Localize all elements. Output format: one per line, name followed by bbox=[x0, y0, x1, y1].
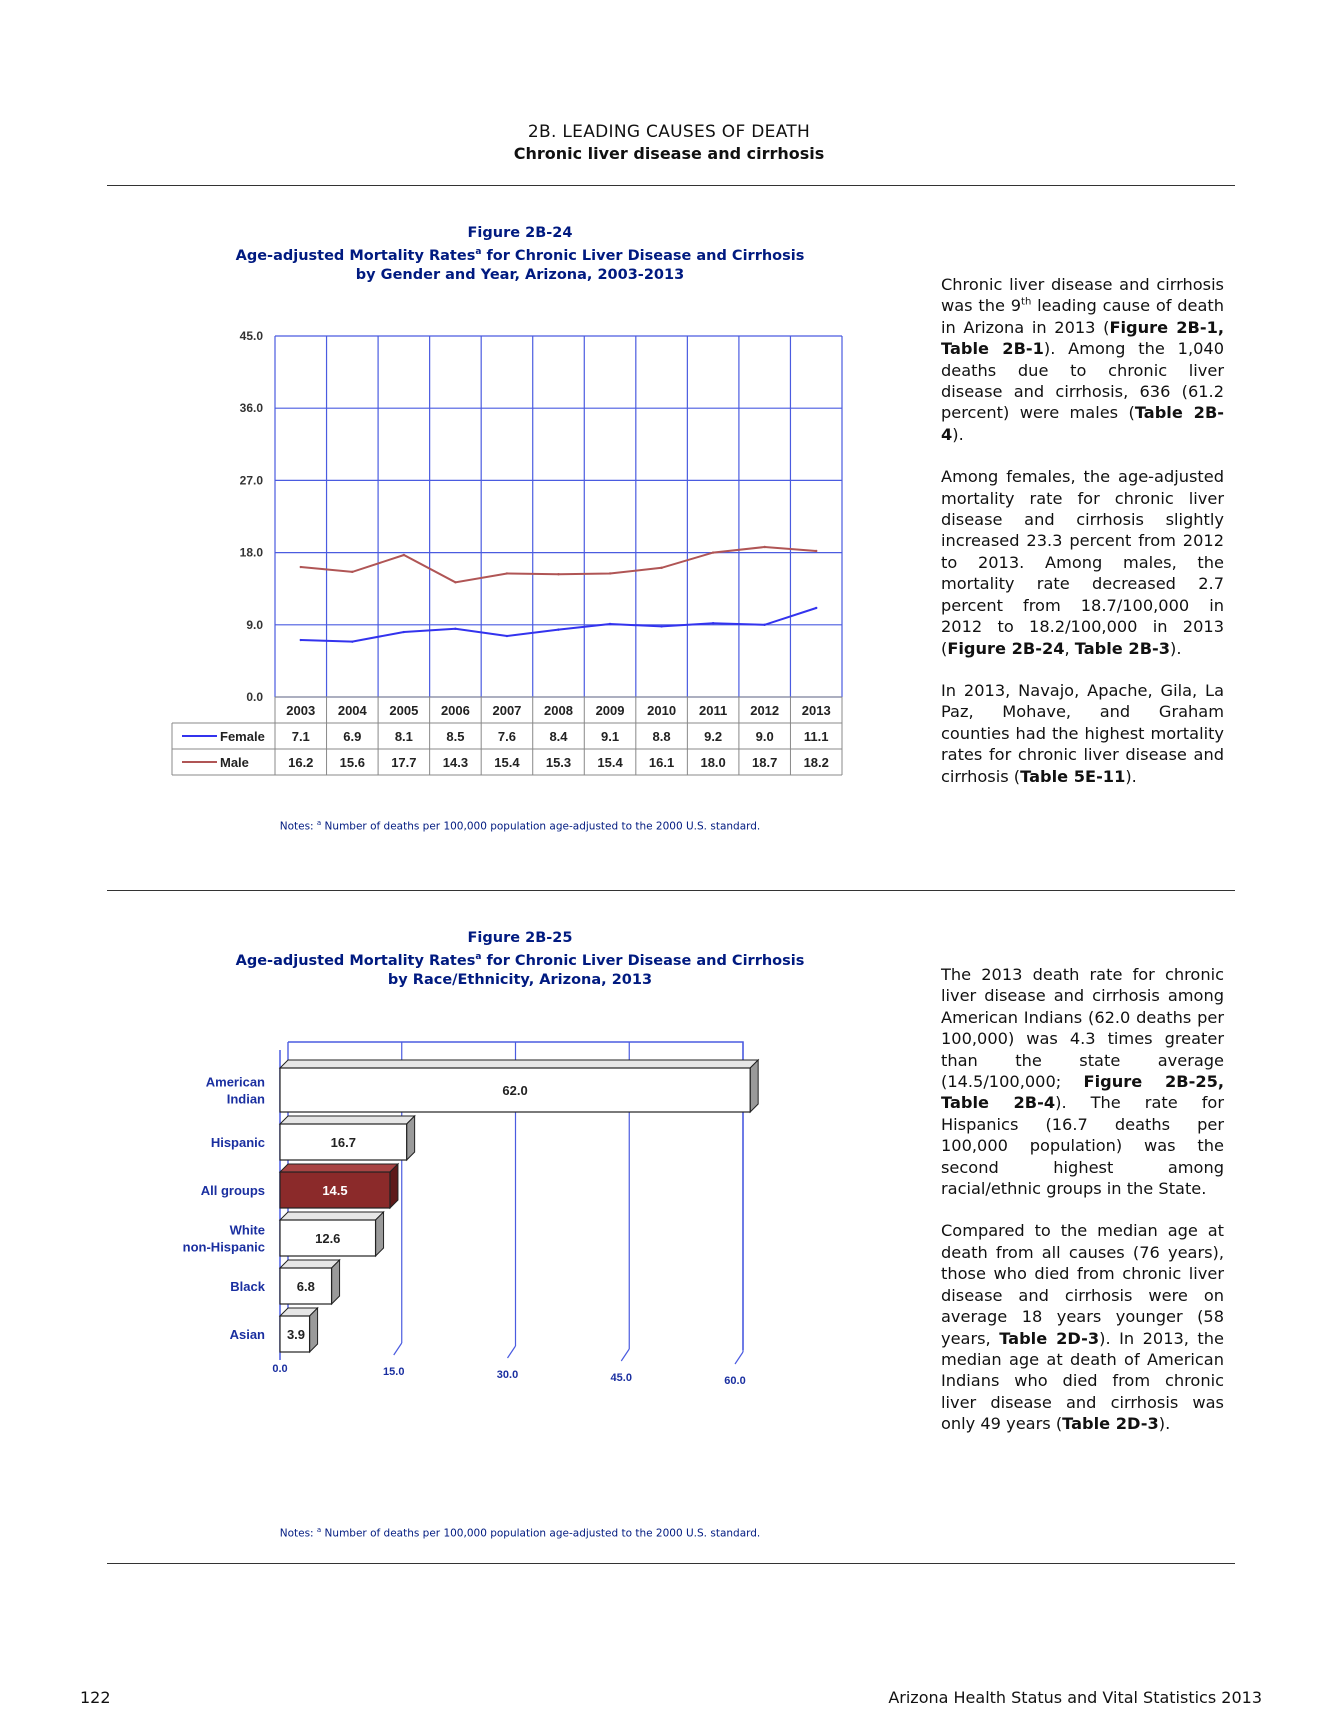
text1-paragraph-1: Chronic liver disease and cirrhosis was the 9th leading cause of death in Arizona in 2013 (Figure 2B-1, Table 2B-1). Among the 1,040 deaths due to chronic liver disease and cirrhosis, 636 (61.2 percent) were males (Table 2B-4). bbox=[941, 275, 1224, 444]
line-point-female bbox=[815, 607, 817, 609]
bar-side-face bbox=[332, 1260, 340, 1304]
line-point-male bbox=[609, 572, 611, 574]
line-chart-gender-year bbox=[160, 320, 860, 790]
bar-value-label: 6.8 bbox=[296, 1279, 315, 1294]
bar-category-label: Indian bbox=[226, 1091, 265, 1107]
bar-category-label: Asian bbox=[229, 1327, 265, 1342]
bar-value-label: 62.0 bbox=[502, 1083, 528, 1098]
bar-category-label: American bbox=[205, 1074, 265, 1090]
divider-top bbox=[107, 185, 1235, 186]
line-point-female bbox=[454, 628, 456, 630]
bar-chart-bars bbox=[280, 1060, 758, 1352]
text1-paragraph-3: In 2013, Navajo, Apache, Gila, La Paz, Mohave, and Graham counties had the highest mortality rates for chronic liver disease and cirrhosis (Table 5E-11). bbox=[941, 680, 1224, 786]
line-chart-data-label: 18.0 bbox=[700, 755, 726, 770]
bar-top-face bbox=[280, 1260, 340, 1268]
line-chart-data-label: 9.2 bbox=[704, 729, 723, 744]
line-chart-data-label: 16.1 bbox=[648, 755, 675, 770]
figure2-notes: Notes: $^a$ Number of deaths per 100,000 population age-adjusted to the 2000 U.S. standard. bbox=[279, 1526, 761, 1540]
line-chart-data-label: 11.1 bbox=[803, 729, 829, 744]
line-chart-y-tick-label: 9.0 bbox=[246, 617, 263, 632]
bar-value-label: 14.5 bbox=[322, 1183, 348, 1198]
line-chart-data-label: 8.5 bbox=[446, 729, 465, 744]
line-chart-y-tick-label: 27.0 bbox=[239, 473, 263, 488]
bar-chart-gridline-foot bbox=[394, 1343, 402, 1355]
bar-chart-category-labels bbox=[183, 1075, 266, 1343]
legend-label-male: Male bbox=[220, 755, 249, 770]
section-subtitle: Chronic liver disease and cirrhosis bbox=[513, 144, 825, 163]
bar-side-face bbox=[407, 1116, 415, 1160]
line-chart-data-label: 15.4 bbox=[597, 755, 623, 770]
line-chart-data-label: 9.0 bbox=[755, 729, 774, 744]
line-point-male bbox=[660, 567, 662, 569]
line-chart-x-tick-label: 2012 bbox=[750, 703, 780, 718]
line-chart-data-label: 6.9 bbox=[343, 729, 362, 744]
bar-top-face bbox=[280, 1212, 384, 1220]
figure1-title-sup: a bbox=[475, 247, 482, 257]
line-point-male bbox=[815, 550, 817, 552]
line-chart-data-label: 8.8 bbox=[652, 729, 671, 744]
line-chart-x-tick-label: 2003 bbox=[286, 703, 316, 718]
figure2-title-a: Age-adjusted Mortality Rates bbox=[235, 952, 476, 969]
line-point-female bbox=[763, 624, 765, 626]
text2-paragraph-1: The 2013 death rate for chronic liver disease and cirrhosis among American Indians (62.0 deaths per 100,000) was 4.3 times greater than the state average (14.5/100,000; Figure 2B-25, Table 2B-4). The rate for Hispanics (16.7 deaths per 100,000 population) was the second highest among racial/ethnic groups in the State. bbox=[941, 965, 1224, 1199]
bar-chart-race-ethnicity bbox=[182, 1030, 840, 1410]
line-chart-series bbox=[300, 546, 818, 643]
legend-label-female: Female bbox=[220, 729, 265, 744]
line-point-female bbox=[403, 631, 405, 633]
bar-value-label: 3.9 bbox=[286, 1327, 306, 1342]
figure2-number: Figure 2B-25 bbox=[467, 930, 573, 946]
bar-value-label: 12.6 bbox=[315, 1231, 341, 1246]
figure2-title-b: for Chronic Liver Disease and Cirrhosis bbox=[481, 952, 805, 969]
line-chart-data-label: 18.7 bbox=[752, 755, 778, 770]
line-chart-x-tick-label: 2013 bbox=[801, 703, 831, 718]
line-chart-x-tick-label: 2009 bbox=[595, 703, 625, 718]
line-chart-data-label: 18.2 bbox=[803, 755, 829, 770]
bar-side-face bbox=[390, 1164, 398, 1208]
bar-chart-x-tick-label: 30.0 bbox=[496, 1369, 519, 1381]
bar-top-face bbox=[280, 1164, 398, 1172]
line-chart-grid bbox=[275, 336, 842, 697]
line-point-female bbox=[351, 640, 353, 642]
figure1-title-a: Age-adjusted Mortality Rates bbox=[235, 247, 476, 264]
page-number: 122 bbox=[80, 1688, 111, 1707]
line-chart-data-label: 14.3 bbox=[442, 755, 469, 770]
figure1-title-b: for Chronic Liver Disease and Cirrhosis bbox=[481, 247, 805, 264]
bar-side-face bbox=[376, 1212, 384, 1256]
bar-chart-gridline-foot bbox=[735, 1352, 743, 1364]
bar-chart-x-tick-label: 0.0 bbox=[272, 1363, 288, 1375]
bar-chart-gridline-foot bbox=[508, 1346, 516, 1358]
line-chart-data-label: 15.6 bbox=[339, 755, 365, 770]
bar-top-face bbox=[280, 1116, 415, 1124]
line-point-female bbox=[557, 628, 559, 630]
line-point-female bbox=[609, 623, 611, 625]
figure1-title bbox=[180, 224, 860, 285]
bar-category-label: All groups bbox=[200, 1183, 265, 1198]
line-point-male bbox=[454, 581, 456, 583]
line-chart-data-label: 7.1 bbox=[291, 729, 310, 744]
line-point-male bbox=[712, 551, 714, 553]
line-chart-y-tick-label: 36.0 bbox=[239, 401, 263, 416]
line-chart-y-ticks bbox=[240, 329, 264, 704]
bar-chart-x-tick-label: 60.0 bbox=[724, 1375, 746, 1387]
bar-category-label: Hispanic bbox=[210, 1135, 265, 1150]
line-chart-data-label: 15.4 bbox=[494, 755, 520, 770]
line-chart-x-tick-label: 2011 bbox=[699, 703, 728, 718]
bar-chart-gridline-foot bbox=[621, 1349, 629, 1361]
figure1-title-line3: by Gender and Year, Arizona, 2003-2013 bbox=[355, 266, 685, 283]
figure1-notes: Notes: $^a$ Number of deaths per 100,000 population age-adjusted to the 2000 U.S. standard. bbox=[279, 819, 761, 833]
line-point-male bbox=[763, 546, 765, 548]
figure1-number: Figure 2B-24 bbox=[467, 225, 573, 241]
bar-category-label: non-Hispanic bbox=[182, 1239, 265, 1255]
bar-side-face bbox=[750, 1060, 758, 1112]
section-heading: 2B. LEADING CAUSES OF DEATH bbox=[527, 122, 811, 142]
text-block-2 bbox=[941, 964, 1224, 1456]
line-point-male bbox=[300, 566, 302, 568]
publication-name: Arizona Health Status and Vital Statistics 2013 bbox=[888, 1688, 1262, 1707]
bar-side-face bbox=[310, 1308, 318, 1352]
line-point-male bbox=[506, 572, 508, 574]
line-chart-x-tick-label: 2010 bbox=[647, 703, 677, 718]
line-chart-data-label: 9.1 bbox=[601, 729, 620, 744]
line-chart-data-label: 15.3 bbox=[545, 755, 572, 770]
bar-category-label: White bbox=[229, 1222, 265, 1238]
line-point-female bbox=[300, 639, 302, 641]
text-block-1 bbox=[941, 274, 1224, 808]
text1-paragraph-2: Among females, the age-adjusted mortality rate for chronic liver disease and cirrhosis slightly increased 23.3 percent from 2012 to 2013. Among males, the mortality rate decreased 2.7 percent from 18.7/100,000 in 2012 to 18.2/100,000 in 2013 (Figure 2B-24, Table 2B-3). bbox=[941, 467, 1224, 658]
line-point-male bbox=[403, 554, 405, 556]
line-point-male bbox=[557, 573, 559, 575]
line-chart-data-label: 8.1 bbox=[394, 729, 413, 744]
line-chart-x-tick-label: 2004 bbox=[337, 703, 367, 718]
line-chart-x-tick-label: 2005 bbox=[389, 703, 419, 718]
figure2-title bbox=[180, 929, 860, 990]
line-chart-x-tick-label: 2008 bbox=[544, 703, 573, 718]
divider-middle bbox=[107, 890, 1235, 891]
line-point-male bbox=[351, 571, 353, 573]
bar-chart-x-ticks bbox=[272, 1363, 745, 1387]
line-point-female bbox=[712, 622, 714, 624]
bar-chart-x-tick-label: 15.0 bbox=[383, 1366, 405, 1378]
bar-category-label: Black bbox=[230, 1279, 265, 1294]
line-chart-data-label: 16.2 bbox=[288, 755, 314, 770]
figure2-title-line3: by Race/Ethnicity, Arizona, 2013 bbox=[387, 971, 653, 988]
line-chart-y-tick-label: 45.0 bbox=[239, 329, 263, 343]
line-chart-y-tick-label: 18.0 bbox=[239, 545, 263, 560]
line-chart-x-tick-label: 2007 bbox=[492, 703, 522, 718]
line-chart-data-label: 7.6 bbox=[497, 729, 516, 744]
bar-value-label: 16.7 bbox=[330, 1135, 356, 1150]
line-chart-x-tick-label: 2006 bbox=[440, 703, 470, 718]
line-point-female bbox=[506, 635, 508, 637]
line-chart-data-label: 17.7 bbox=[391, 755, 417, 770]
line-chart-data-label: 8.4 bbox=[549, 729, 568, 744]
line-chart-data-table bbox=[172, 697, 842, 775]
line-chart-y-tick-label: 0.0 bbox=[246, 690, 263, 704]
divider-bottom bbox=[107, 1563, 1235, 1564]
figure2-title-sup: a bbox=[475, 952, 482, 962]
bar-chart-x-tick-label: 45.0 bbox=[610, 1372, 632, 1384]
text2-paragraph-2: Compared to the median age at death from all causes (76 years), those who died from chronic liver disease and cirrhosis were on average 18 years younger (58 years, Table 2D-3). In 2013, the median age at death of American Indians who died from chronic liver disease and cirrhosis was only 49 years (Table 2D-3). bbox=[941, 1221, 1224, 1434]
bar-top-face bbox=[280, 1060, 758, 1068]
line-point-female bbox=[660, 625, 662, 627]
